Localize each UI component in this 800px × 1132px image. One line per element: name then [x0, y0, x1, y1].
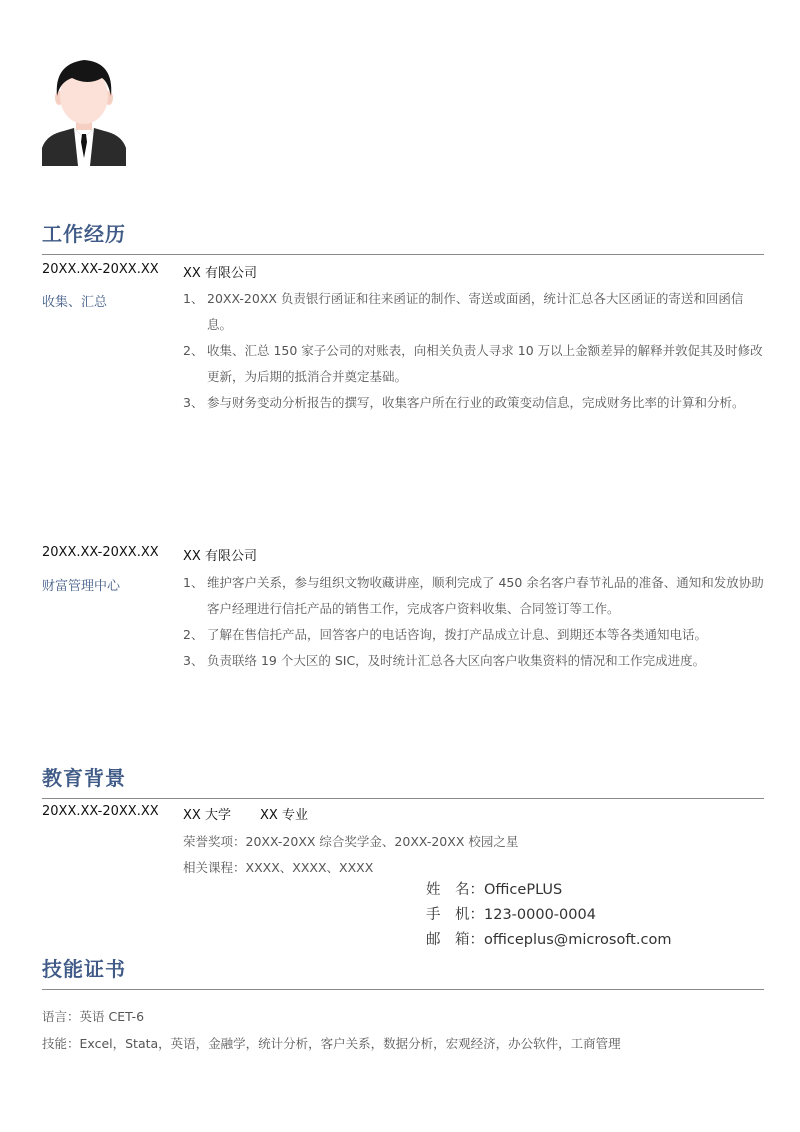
contact-email-value: officeplus@microsoft.com — [484, 932, 672, 948]
contact-phone-value: 123-0000-0004 — [484, 907, 596, 923]
list-item — [183, 622, 768, 648]
skills-section-title: 技能证书 — [42, 957, 126, 981]
list-item — [183, 570, 768, 622]
list-item-number: 2、 — [183, 627, 204, 642]
contact-name-value: OfficePLUS — [484, 882, 563, 898]
list-item — [183, 286, 768, 338]
list-item-number: 1、 — [183, 575, 204, 590]
contact-phone-row — [426, 903, 671, 928]
work-section-title: 工作经历 — [42, 222, 126, 246]
list-item-number: 3、 — [183, 653, 204, 668]
work-1-company: XX 有限公司 — [183, 266, 257, 281]
skills-section-divider — [42, 989, 764, 990]
list-item-text: 负责联络 19 个大区的 SIC，及时统计汇总各大区向客户收集资料的情况和工作完成进度。 — [207, 653, 706, 668]
work-1-description — [183, 286, 768, 416]
contact-name-label: 姓 名： — [426, 882, 484, 898]
work-2-role: 财富管理中心 — [42, 579, 121, 594]
education-major: XX 专业 — [260, 808, 308, 823]
work-2-date: 20XX.XX-20XX.XX — [42, 545, 159, 560]
education-school: XX 大学 — [183, 808, 231, 823]
work-1-role: 收集、汇总 — [42, 295, 108, 310]
education-section-divider — [42, 798, 764, 799]
list-item-number: 1、 — [183, 291, 204, 306]
list-item — [183, 648, 768, 674]
list-item-text: 20XX-20XX 负责银行函证和往来函证的制作、寄送或面函，统计汇总各大区函证的寄送和回函信息。 — [207, 291, 744, 332]
education-section-title: 教育背景 — [42, 766, 126, 790]
contact-phone-label: 手 机： — [426, 907, 484, 923]
list-item — [183, 338, 768, 390]
list-item-text: 收集、汇总 150 家子公司的对账表，向相关负责人寻求 10 万以上金额差异的解释并敦促其及时修改更新，为后期的抵消合并奠定基础。 — [207, 343, 763, 384]
education-date: 20XX.XX-20XX.XX — [42, 804, 159, 819]
education-honors: 荣誉奖项：20XX-20XX 综合奖学金、20XX-20XX 校园之星 — [183, 834, 519, 849]
skills-language: 语言：英语 CET-6 — [42, 1009, 145, 1024]
list-item-text: 了解在售信托产品，回答客户的电话咨询，拨打产品成立计息、到期还本等各类通知电话。 — [207, 627, 708, 642]
contact-email-label: 邮 箱： — [426, 932, 484, 948]
skills-list: 技能：Excel，Stata，英语，金融学，统计分析，客户关系，数据分析，宏观经济，办公软件，工商管理 — [42, 1036, 621, 1051]
work-2-description — [183, 570, 768, 674]
list-item-text: 维护客户关系，参与组织文物收藏讲座，顺利完成了 450 余名客户春节礼品的准备、通知和发放协助客户经理进行信托产品的销售工作，完成客户资料收集、合同签订等工作。 — [207, 575, 764, 616]
list-item-number: 3、 — [183, 395, 204, 410]
person-avatar-icon — [42, 56, 126, 166]
list-item — [183, 390, 768, 416]
work-2-company: XX 有限公司 — [183, 549, 257, 564]
contact-block — [426, 878, 671, 953]
list-item-number: 2、 — [183, 343, 204, 358]
education-courses: 相关课程：XXXX、XXXX、XXXX — [183, 860, 374, 875]
work-section-divider — [42, 254, 764, 255]
avatar — [42, 56, 126, 166]
list-item-text: 参与财务变动分析报告的撰写，收集客户所在行业的政策变动信息，完成财务比率的计算和分析。 — [207, 395, 745, 410]
contact-email-row — [426, 928, 671, 953]
contact-name-row — [426, 878, 671, 903]
work-1-date: 20XX.XX-20XX.XX — [42, 262, 159, 277]
